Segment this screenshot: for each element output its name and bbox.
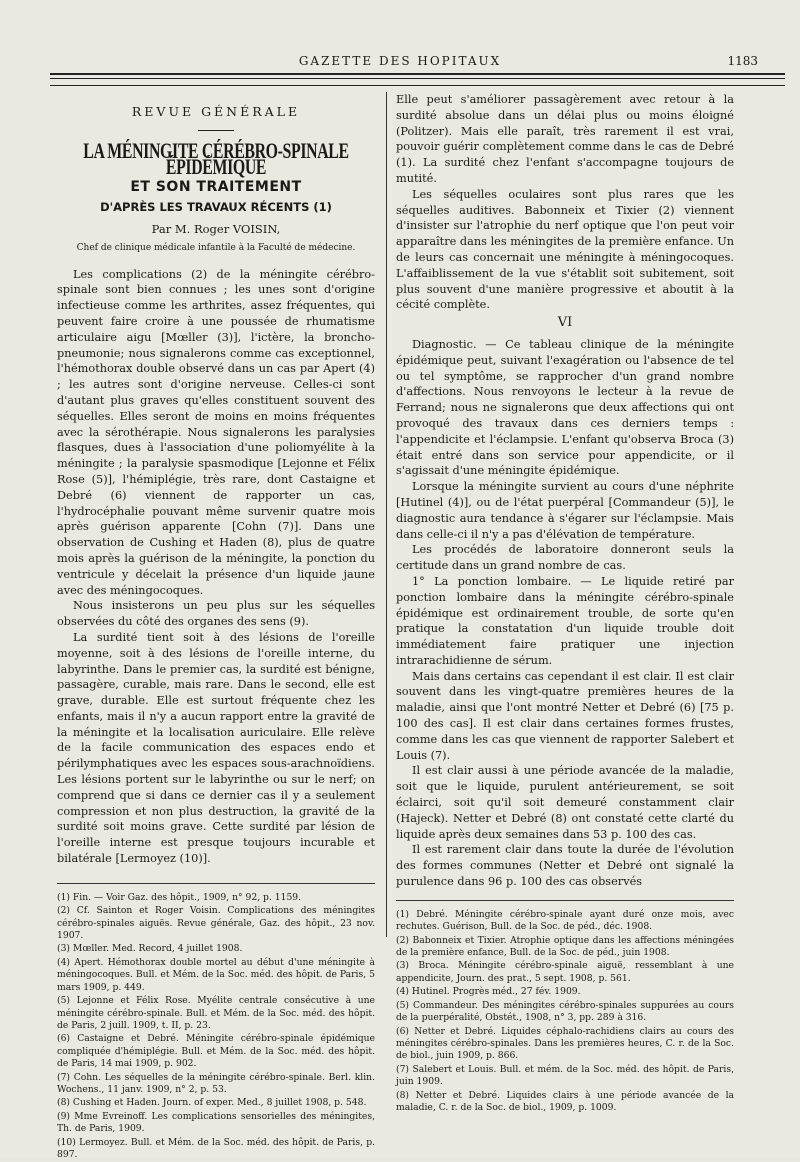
paragraph: Il est rarement clair dans toute la durée de l'évolution des formes communes (Netter et Debré ont signalé la purulence dans 96 p. 100 des cas observés <box>396 843 734 889</box>
header-rule <box>50 73 785 75</box>
paragraph: Diagnostic. — Ce tableau clinique de la méningite épidémique peut, suivant l'exagération ou l'absence de tel ou tel symptôme, se rapprocher d'un grand nombre d'affections. Nous renvoyons le lecteur à la revue de Ferrand; nous ne signalerons que deux affections qui ont provoqué des travaux dans ces derniers temps : l'appendicite et l'éclampsie. L'enfant qu'observa Broca (3) était entré dans son service pour appendicite, or il s'agissait d'une méningite épidémique. <box>396 337 734 478</box>
column-divider <box>386 92 387 937</box>
article-subtitle: ET SON TRAITEMENT <box>130 179 302 196</box>
article-subtitle-2: D'APRÈS LES TRAVAUX RÉCENTS (1) <box>100 200 332 215</box>
paragraph: Lorsque la méningite survient au cours d'une néphrite [Hutinel (4)], ou de l'état puerpéral [Commandeur (5)], le diagnostic aura tendance à s'égarer sur l'éclampsie. Mais dans celle-ci il n'y a pas d'élévation de température. <box>396 480 734 541</box>
article-title: LA MÉNINGITE CÉRÉBRO-SPINALE ÉPIDÉMIQUE <box>83 137 349 179</box>
journal-title: GAZETTE DES HOPITAUX <box>298 54 502 68</box>
footnote: (8) Netter et Debré. Liquides clairs à une période avancée de la maladie, C. r. de la Soc. de biol., 1909, p. 1009. <box>396 1089 734 1113</box>
paragraph: La surdité tient soit à des lésions de l'oreille moyenne, soit à des lésions de l'oreille interne, du labyrinthe. Dans le premier cas, la surdité est bénigne, passagère, curable, mais rare. Dans le second, elle est grave, durable. Elle est surtout fréquente chez les enfants, mais il n'y a aucun rapport entre la gravité de la méningite et la localisation auriculaire. Elle relève de la facile communication des espaces endo et périlymphatiques avec les espaces sous-arachnoïdiens. Les lésions portent sur le labyrinthe ou sur le nerf; on comprend que si dans ce dernier cas il y a seulement compression et non plus destruction, la gravité de la surdité soit moins grave. Cette surdité par lésion de l'oreille interne est presque toujours incurable et bilatérale [Lermoyez (10)]. <box>57 630 375 866</box>
paragraph: 1° La ponction lombaire. — Le liquide retiré par ponction lombaire dans la méningite cérébro-spinale épidémique est ordinairement trouble, de sorte qu'en pratique la constatation d'un liquide trouble doit immédiatement faire pratiquer une injection intrarachidienne de sérum. <box>396 574 734 667</box>
header-rule <box>50 85 785 86</box>
rubric: REVUE GÉNÉRALE <box>131 104 301 119</box>
footnotes <box>57 892 375 1162</box>
footnote: (8) Cushing et Haden. Journ. of exper. Med., 8 juillet 1908, p. 548. <box>57 1097 367 1109</box>
footnote: (10) Lermoyez. Bull. et Mém. de la Soc. méd. des hôpit. de Paris, p. 897. <box>57 1136 375 1160</box>
paragraph: Les séquelles oculaires sont plus rares que les séquelles auditives. Babonneix et Tixier (2) viennent d'insister sur l'atrophie du nerf optique que l'on peut voir apparaître dans les méningites de la première enfance. Un de leurs cas concernait une méningite à méningocoques. L'affaiblissement de la vue s'établit soit subitement, soit plus souvent d'une manière progressive et aboutit à la cécité complète. <box>396 187 734 312</box>
footnote: (4) Hutinel. Progrès méd., 27 fév. 1909. <box>396 986 581 998</box>
footnote: (5) Lejonne et Félix Rose. Myélite centrale consécutive à une méningite cérébro-spinale. Bull. et Mém. de la Soc. méd. des hôpit. de Paris, 2 juill. 1909, t. II, p. 23. <box>57 995 375 1031</box>
header-rule <box>50 78 785 79</box>
title-divider <box>198 130 234 131</box>
footnotes <box>396 909 734 1115</box>
footnote: (3) Broca. Méningite cérébro-spinale aiguë, ressemblant à une appendicite, Journ. des prat., 5 sept. 1908, p. 561. <box>396 960 734 984</box>
paragraph: Elle peut s'améliorer passagèrement avec retour à la surdité absolue dans un délai plus ou moins éloigné (Politzer). Mais elle paraît, très rarement il est vrai, pouvoir guérir complètement comme dans le cas de Debré (1). La surdité chez l'enfant s'accompagne toujours de mutité. <box>396 93 734 185</box>
footnote: (7) Salebert et Louis. Bull. et mém. de la Soc. méd. des hôpit. de Paris, juin 1909. <box>396 1063 734 1088</box>
footnote: (5) Commandeur. Des méningites cérébro-spinales suppurées au cours de la puerpéralité, Obstét., 1908, n° 3, pp. 289 à 316. <box>396 999 734 1024</box>
footnote: (6) Netter et Debré. Liquides céphalo-rachidiens clairs au cours des méningites cérébro-spinales. Dans les premières heures, C. r. de la Soc. de biol., juin 1909, p. 866. <box>396 1025 734 1062</box>
section-number: VI <box>557 315 573 331</box>
paragraph: Il est clair aussi à une période avancée de la maladie, soit que le liquide, purulent antérieurement, se soit éclairci, soit qu'il soit demeuré constamment clair (Hajeck). Netter et Debré (8) ont constaté cette clarté du liquide après deux semaines dans 53 p. 100 des cas. <box>396 764 734 841</box>
author-affiliation: Chef de clinique médicale infantile à la Faculté de médecine. <box>76 242 356 253</box>
paragraph: Mais dans certains cas cependant il est clair. Il est clair souvent dans les vingt-quatre premières heures de la maladie, ainsi que l'ont montré Netter et Debré (6) [75 p. 100 des cas]. Il est clair dans certaines formes frustes, comme dans les cas que viennent de rapporter Salebert et Louis (7). <box>396 669 734 762</box>
footnote-rule <box>396 900 734 901</box>
footnote: (1) Debré. Méningite cérébro-spinale ayant duré onze mois, avec rechutes. Guérison, Bull. de la Soc. de péd., déc. 1908. <box>396 908 734 933</box>
paragraph: Les complications (2) de la méningite cérébro-spinale sont bien connues ; les unes sont d'origine infectieuse comme les arthrites, assez fréquentes, qui peuvent faire croire à une poussée de rhumatisme articulaire aigu [Mœller (3)], l'ictère, la broncho-pneumonie; nous signalerons comme cas exceptionnel, l'hémothorax double observé dans un cas par Apert (4) ; les autres sont d'origine nerveuse. Celles-ci sont d'autant plus graves qu'elles constituent souvent des séquelles. Elles seront de moins en moins fréquentes avec la sérothérapie. Nous signalerons les paralysies flasques, dues à l'association d'une poliomyélite à la méningite ; la paralysie spasmodique [Lejonne et Félix Rose (5)], l'hémiplégie, très rare, dont Castaigne et Debré (6) viennent de rapporter un cas, l'hydrocéphalie pouvant même survenir quatre mois après guérison apparente [Cohn (7)]. Dans une observation de Cushing et Haden (8), plus de quatre mois après la guérison de la méningite, la ponction du ventricule y décelait la présence d'un liquide jaune avec des méningocoques. <box>57 267 375 597</box>
footnote: (2) Cf. Sainton et Roger Voisin. Complications des méningites cérébro-spinales aiguës. Revue générale, Gaz. des hôpit., 23 nov. 1907. <box>57 905 375 942</box>
footnote: (2) Babonneix et Tixier. Atrophie optique dans les affections méningées de la première enfance, Bull. de la Soc. de péd., juin 1908. <box>396 934 734 959</box>
footnote: (6) Castaigne et Debré. Méningite cérébro-spinale épidémique compliquée d'hémiplégie. Bull. et Mém. de la Soc. méd. des hôpit. de Paris, 14 mai 1909, p. 902. <box>57 1033 375 1070</box>
running-head <box>0 52 800 72</box>
paragraph: Nous insisterons un peu plus sur les séquelles observées du côté des organes des sens (9). <box>57 599 375 629</box>
footnote-rule <box>57 883 375 884</box>
left-column <box>57 92 375 1162</box>
author-byline: Par M. Roger VOISIN, <box>151 221 281 236</box>
footnote: (3) Mœller. Med. Record, 4 juillet 1908. <box>57 943 243 955</box>
paragraph: Les procédés de laboratoire donneront seuls la certitude dans un grand nombre de cas. <box>396 543 734 573</box>
footnote: (4) Apert. Hémothorax double mortel au début d'une méningite à méningocoques. Bull. et Mém. de la Soc. méd. des hôpit. de Paris, 5 mars 1909, p. 449. <box>57 956 375 993</box>
right-column <box>396 92 734 1115</box>
footnote: (7) Cohn. Les séquelles de la méningite cérébro-spinale. Berl. klin. Wochens., 11 janv. 1909, n° 2, p. 53. <box>57 1071 375 1095</box>
page-number: 1183 <box>727 54 758 68</box>
footnote: (1) Fin. — Voir Gaz. des hôpit., 1909, n° 92, p. 1159. <box>57 891 302 903</box>
footnote: (9) Mme Evreinoff. Les complications sensorielles des méningites, Th. de Paris, 1909. <box>57 1110 375 1135</box>
